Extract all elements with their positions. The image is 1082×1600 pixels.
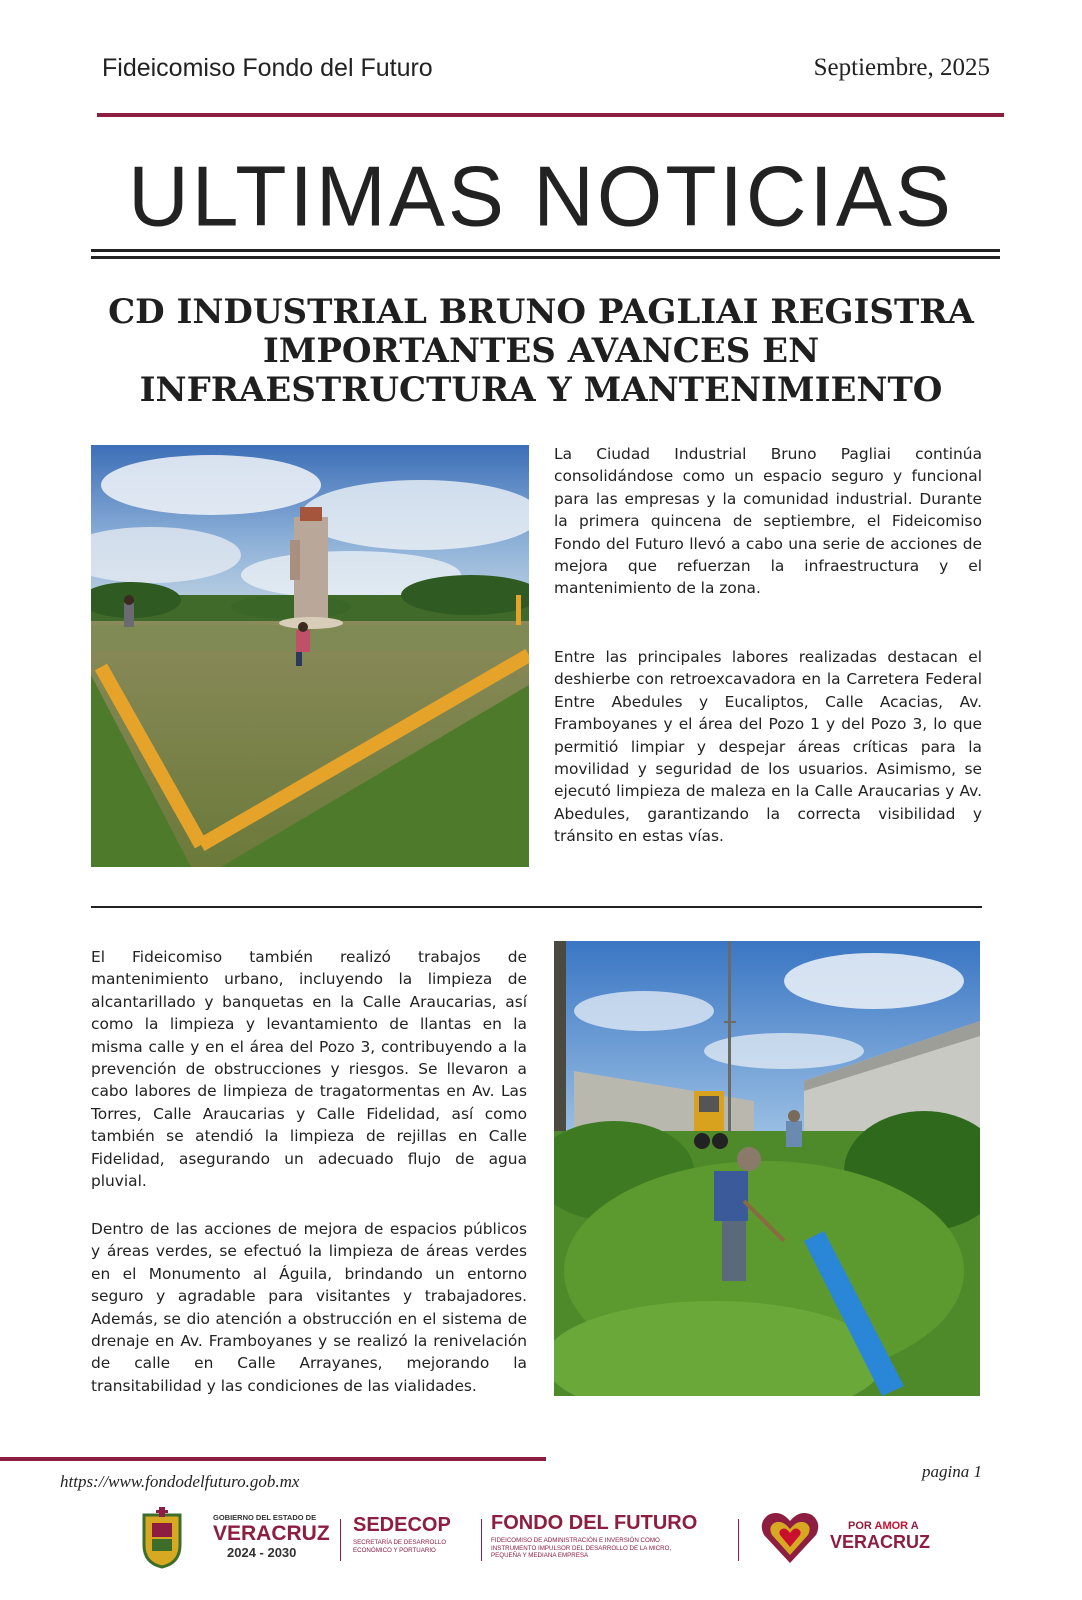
photo-monument-workers: [91, 445, 529, 867]
article-paragraph: La Ciudad Industrial Bruno Pagliai continúa consolidándose como un espacio seguro y funcional para las empresas y la comunidad industrial. Durante la primera quincena de septiembre, el Fideicomiso Fondo del Futuro llevó a cabo una serie de acciones de mejora que refuerzan la infraestructura y el mantenimiento de la zona.: [554, 445, 982, 598]
header-date: Septiembre, 2025: [813, 54, 990, 81]
logo-sedecop-name: SEDECOP: [353, 1514, 451, 1536]
logo-separator: [481, 1519, 482, 1561]
sponsor-logos: [138, 1505, 958, 1569]
section-divider: [91, 906, 982, 908]
logo-por: POR: [848, 1520, 872, 1532]
logo-sedecop-line: SECRETARÍA DE DESARROLLO: [353, 1539, 447, 1546]
logo-gobierno-veracruz: [213, 1505, 331, 1569]
por-amor-heart-icon: [758, 1505, 822, 1569]
logo-sedecop-line: ECONÓMICO Y PORTUARIO: [353, 1546, 436, 1554]
logo-a: A: [910, 1520, 919, 1532]
logo-fondo-name: FONDO DEL FUTURO: [491, 1512, 698, 1534]
article-paragraph: Entre las principales labores realizadas destacan el deshierbe con retroexcavadora en la Carretera Federal Entre Abedules y Eucaliptos, Calle Acacias, Av. Framboyanes y el área del Pozo 1 y del Pozo 3, lo que permitió limpiar y despejar áreas críticas para la movilidad y seguridad de los usuarios. Asimismo, se ejecutó limpieza de maleza en la Calle Araucarias y Av. Abedules, garantizando la correcta visibilidad y tránsito en estas vías.: [554, 648, 982, 846]
logo-fondo-del-futuro: [491, 1505, 729, 1569]
article-headline: CD INDUSTRIAL BRUNO PAGLIAI REGISTRA IMPORTANTES AVANCES EN INFRAESTRUCTURA Y MANTENIMIENTO: [108, 292, 974, 410]
header-rule: [97, 113, 1004, 117]
header-organization: Fideicomiso Fondo del Futuro: [102, 54, 433, 82]
logo-gobierno-line: GOBIERNO DEL ESTADO DE: [213, 1513, 317, 1522]
logo-amor: AMOR: [874, 1520, 909, 1532]
logo-separator: [738, 1519, 739, 1561]
footer-rule: [0, 1457, 546, 1461]
logo-fondo-line: INSTRUMENTO IMPULSOR DEL DESARROLLO DE LA MICRO,: [491, 1544, 672, 1552]
logo-sedecop: [353, 1505, 473, 1569]
veracruz-coat-of-arms-icon: [138, 1505, 186, 1569]
masthead-title: ULTIMAS NOTICIAS: [128, 148, 954, 244]
article-paragraph: El Fideicomiso también realizó trabajos de mantenimiento urbano, incluyendo la limpieza de alcantarillado y banquetas en la Calle Araucarias, así como la limpieza y levantamiento de llantas en la misma calle y en el área del Pozo 3, contribuyendo a la prevención de obstrucciones y riesgos. Se llevaron a cabo labores de limpieza de tragatormentas en Av. Las Torres, Calle Araucarias y Calle Fidelidad, así como también se atendió la limpieza de rejillas en Calle Fidelidad, asegurando un adecuado flujo de agua pluvial.: [91, 948, 527, 1191]
logo-gobierno-years: 2024 - 2030: [227, 1545, 297, 1560]
article-paragraph: Dentro de las acciones de mejora de espacios públicos y áreas verdes, se efectuó la limpieza de áreas verdes en el Monumento al Águila, brindando un entorno seguro y agradable para visitantes y trabajadores. Además, se dio atención a obstrucción en el sistema de drenaje en Av. Framboyanes y se realizó la renivelación de calle en Calle Arrayanes, mejorando la transitabilidad y las condiciones de las vialidades.: [91, 1220, 527, 1395]
logo-fondo-line: PEQUEÑA Y MEDIANA EMPRESA: [491, 1552, 589, 1559]
page-number: pagina 1: [922, 1462, 982, 1481]
masthead-rule-upper: [91, 249, 1000, 252]
logo-por-amor-veracruz: [830, 1505, 950, 1569]
logo-por-amor-name: VERACRUZ: [830, 1532, 931, 1552]
footer-url-link[interactable]: https://www.fondodelfuturo.gob.mx: [60, 1472, 300, 1491]
masthead-rule-lower: [91, 256, 1000, 259]
photo-grass-clearing: [554, 941, 980, 1396]
logo-veracruz-name: VERACRUZ: [213, 1522, 330, 1545]
logo-fondo-line: FIDEICOMISO DE ADMINISTRACIÓN E INVERSIÓN COMO: [491, 1537, 660, 1544]
logo-separator: [340, 1519, 341, 1561]
